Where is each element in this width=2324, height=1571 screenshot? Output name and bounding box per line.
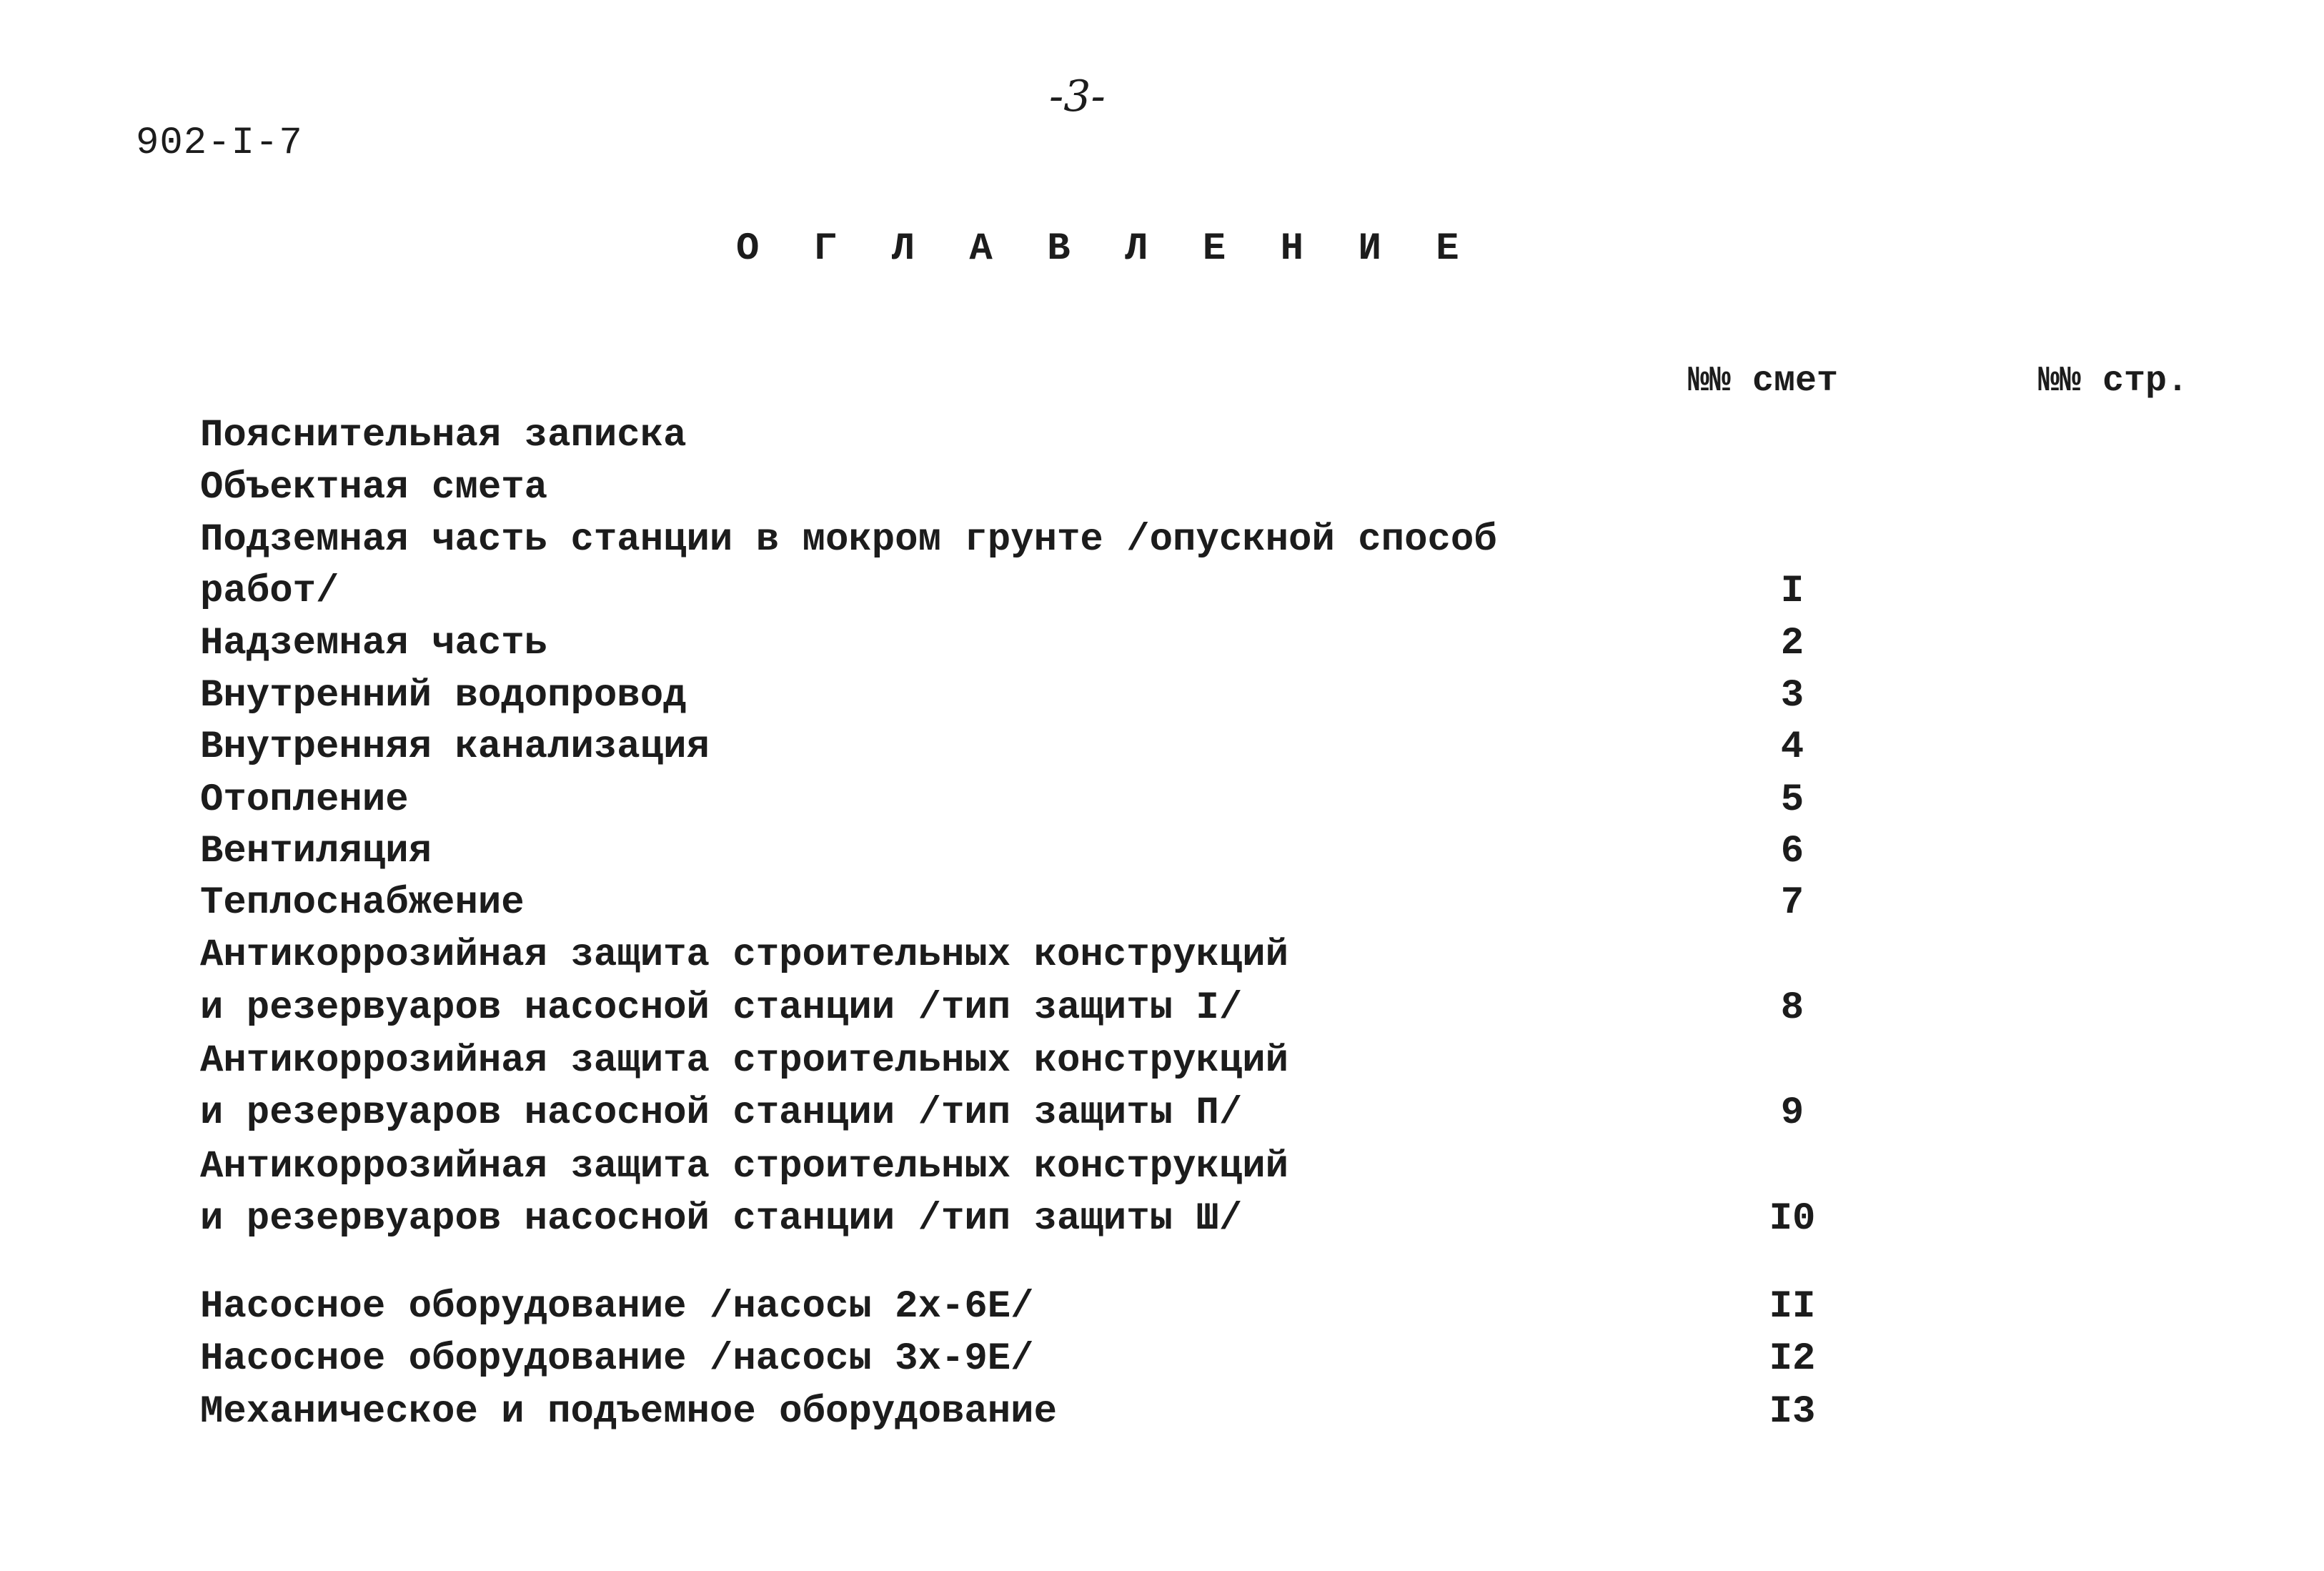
toc-entry-estimate-number: 2 [1780, 622, 1804, 665]
document-code: 902-I-7 [136, 122, 303, 165]
toc-entry-text: Антикоррозийная защита строительных конструкций [200, 933, 1289, 977]
toc-entry-estimate-number: I0 [1769, 1197, 1816, 1241]
toc-entry-text: Пояснительная записка [200, 414, 687, 457]
toc-entry-text: Теплоснабжение [200, 881, 525, 925]
toc-entry-text: Надземная часть [200, 622, 548, 665]
toc-entry-text: Насосное оборудование /насосы 3х-9Е/ [200, 1337, 1034, 1381]
toc-entry-estimate-number: 4 [1780, 725, 1804, 769]
toc-entry-text: Антикоррозийная защита строительных конструкций [200, 1039, 1289, 1083]
column-header-estimate-no: №№ смет [1688, 361, 1839, 402]
toc-entry-estimate-number: 6 [1780, 830, 1804, 873]
toc-entry-estimate-number: 9 [1780, 1091, 1804, 1135]
toc-entry-text: Насосное оборудование /насосы 2х-6Е/ [200, 1285, 1034, 1329]
toc-title: О Г Л А В Л Е Н И Е [736, 227, 1475, 271]
toc-entry-text: Подземная часть станции в мокром грунте /опускной способ [200, 518, 1497, 562]
toc-entry-text: Внутренний водопровод [200, 674, 687, 718]
toc-entry-text: Внутренняя канализация [200, 725, 710, 769]
toc-entry-text: Вентиляция [200, 830, 432, 873]
toc-entry-text: Механическое и подъемное оборудование [200, 1390, 1057, 1434]
column-header-page-no: №№ стр. [2038, 361, 2189, 402]
toc-entry-estimate-number: 3 [1780, 674, 1804, 718]
toc-entry-text: и резервуаров насосной станции /тип защиты I/ [200, 986, 1243, 1030]
toc-entry-estimate-number: I [1780, 570, 1804, 613]
toc-entry-text: Антикоррозийная защита строительных конструкций [200, 1145, 1289, 1189]
toc-entry-estimate-number: 5 [1780, 778, 1804, 822]
toc-entry-estimate-number: 8 [1780, 986, 1804, 1030]
toc-entry-estimate-number: I3 [1769, 1390, 1816, 1434]
toc-entry-text: и резервуаров насосной станции /тип защиты Ш/ [200, 1197, 1243, 1241]
toc-entry-text: работ/ [200, 570, 339, 613]
toc-entry-estimate-number: I2 [1769, 1337, 1816, 1381]
toc-entry-text: и резервуаров насосной станции /тип защиты П/ [200, 1091, 1243, 1135]
toc-entry-estimate-number: II [1769, 1285, 1816, 1329]
page-number: -3- [1049, 71, 1106, 122]
toc-entry-text: Объектная смета [200, 466, 548, 510]
toc-entry-text: Отопление [200, 778, 409, 822]
toc-entry-estimate-number: 7 [1780, 881, 1804, 925]
